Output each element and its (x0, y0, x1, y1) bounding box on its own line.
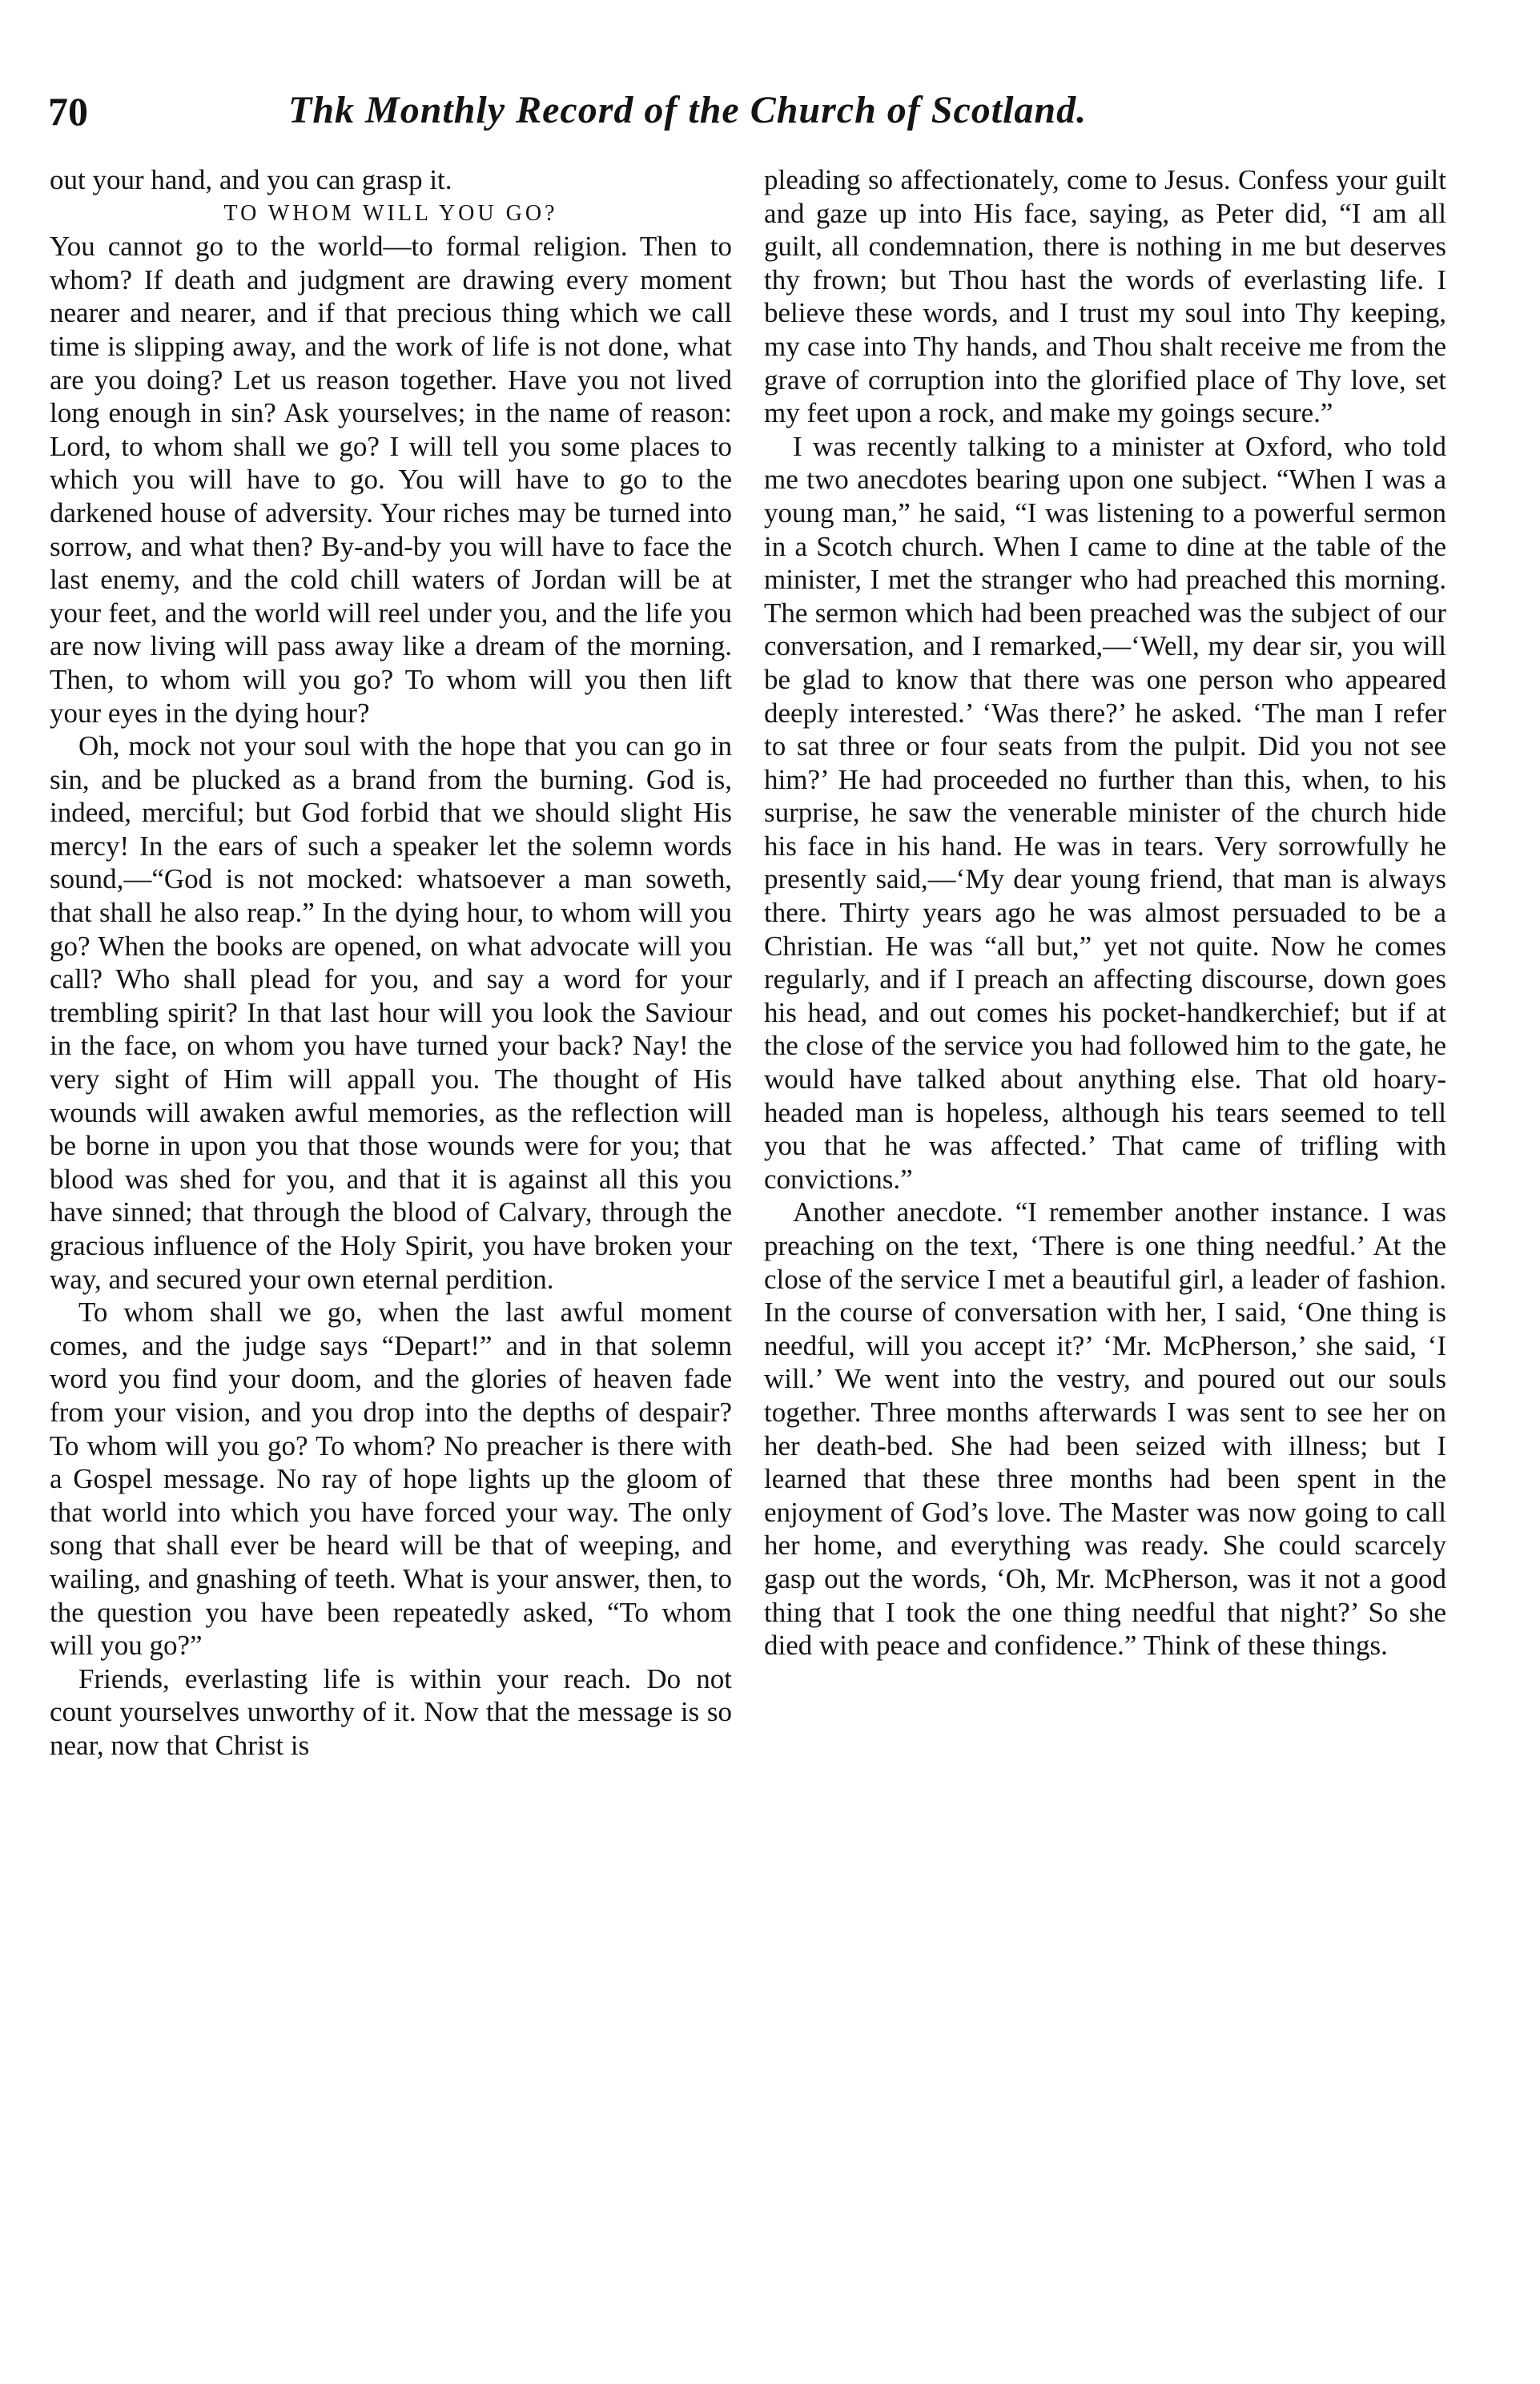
paragraph: pleading so affectionately, come to Jesus. Confess your guilt and gaze up into His face, saying, as Peter did, “I am all guilt, all condemnation, there is nothing in me but deserves thy frown; but Thou hast the words of everlasting life. I believe these words, and I trust my soul into Thy keeping, my case into Thy hands, and Thou shalt receive me from the grave of corruption into the glorified place of Thy love, set my feet upon a rock, and make my goings secure.” (764, 164, 1446, 429)
paragraph: Oh, mock not your soul with the hope that you can go in sin, and be plucked as a brand from the burning. God is, indeed, merciful; but God forbid that we should slight His mercy! In the ears of such a speaker let the solemn words sound,—“God is not mocked: whatsoever a man soweth, that shall he also reap.” In the dying hour, to whom will you go? When the books are opened, on what advocate will you call? Who shall plead for you, and say a word for your trembling spirit? In that last hour will you look the Saviour in the face, on whom you have turned your back? Nay! the very sight of Him will appall you. The thought of His wounds will awaken awful memories, as the reflection will be borne in upon you that those wounds were for you; that blood was shed for you, and that it is against all this you have sinned; that through the blood of Calvary, through the gracious influence of the Holy Spirit, you have broken your way, and secured your own eternal perdition. (50, 730, 732, 1295)
right-column (764, 163, 1446, 1662)
paragraph: To whom shall we go, when the last awful moment comes, and the judge says “Depart!” and in that solemn word you find your doom, and the glories of heaven fade from your vision, and you drop into the depths of despair? To whom will you go? To whom? No preacher is there with a Gospel message. No ray of hope lights up the gloom of that world into which you have forced your way. The only song that shall ever be heard will be that of weeping, and wailing, and gnashing of teeth. What is your answer, then, to the question you have been repeatedly asked, “To whom will you go?” (50, 1297, 732, 1662)
paragraph: Another anecdote. “I remember another instance. I was preaching on the text, ‘There is one thing needful.’ At the close of the service I met a beautiful girl, a leader of fashion. In the course of conversation with her, I said, ‘One thing is needful, will you accept it?’ ‘Mr. McPherson,’ she said, ‘I will.’ We went into the vestry, and poured out our souls together. Three months afterwards I was sent to see her on her death-bed. She had been seized with illness; but I learned that these three months had been spent in the enjoyment of God’s love. The Master was now going to call her home, and everything was ready. She could scarcely gasp out the words, ‘Oh, Mr. McPherson, was it not a good thing that I took the one thing needful that night?’ So she died with peace and confidence.” Think of these things. (764, 1196, 1446, 1662)
paragraph: Friends, everlasting life is within your reach. Do not count yourselves unworthy of it. Now that the message is so near, now that Christ is (50, 1662, 732, 1761)
running-title: Thk Monthly Record of the Church of Scotland. (288, 89, 1088, 131)
paragraph: I was recently talking to a minister at Oxford, who told me two anecdotes bearing upon one subject. “When I was a young man,” he said, “I was listening to a powerful sermon in a Scotch church. When I came to dine at the table of the minister, I met the stranger who had preached this morning. The sermon which had been preached was the subject of our conversation, and I remarked,—‘Well, my dear sir, you will be glad to know that there was one person who appeared deeply interested.’ ‘Was there?’ he asked. ‘The man I refer to sat three or four seats from the pulpit. Did you not see him?’ He had proceeded no further than this, when, to his surprise, he saw the venerable minister of the church hide his face in his hand. He was in tears. Very sorrowfully he presently said,—‘My dear young friend, that man is always there. Thirty years ago he was almost persuaded to be a Christian. He was “all but,” yet not quite. Now he comes regularly, and if I preach an affecting discourse, down goes his head, and out comes his pocket-handkerchief; but if at the close of the service you had followed him to the gate, he would have talked about anything else. That old hoary-headed man is hopeless, although his tears seemed to tell you that he was affected.’ That came of trifling with convictions.” (764, 430, 1446, 1195)
paragraph: out your hand, and you can grasp it. (50, 164, 452, 195)
page-header (48, 88, 1460, 144)
page-number: 70 (48, 89, 88, 134)
paragraph: You cannot go to the world—to formal religion. Then to whom? If death and judgment are drawing every moment nearer and nearer, and if that precious thing which we call time is slipping away, and the work of life is not done, what are you doing? Let us reason together. Have you not lived long enough in sin? Ask yourselves; in the name of reason: Lord, to whom shall we go? I will tell you some places to which you will have to go. You will have to go to the darkened house of adversity. Your riches may be turned into sorrow, and what then? By-and-by you will have to face the last enemy, and the cold chill waters of Jordan will be at your feet, and the world will reel under you, and the life you are now living will pass away like a dream of the morning. Then, to whom will you go? To whom will you then lift your eyes in the dying hour? (50, 231, 732, 729)
section-subheading: TO WHOM WILL YOU GO? (223, 200, 558, 226)
left-column (50, 163, 732, 1763)
